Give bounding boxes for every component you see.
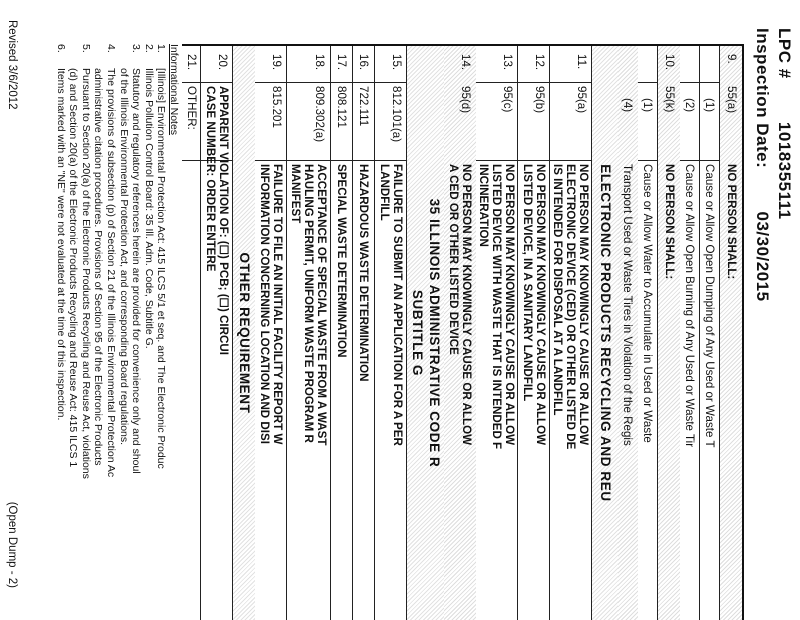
row-reference: OTHER: (185, 86, 198, 130)
row-text-line: NO PERSON MAY KNOWINGLY CAUSE OR ALLOW (503, 164, 516, 446)
note-text: Statutory and regulatory references herein are provided for convenience only and shoul (130, 68, 143, 474)
note-text: (d) and Section 20(a) of the Electronic Products Recycling and Reuse Act: 415 ILCS 1 (67, 68, 80, 468)
note-text: of the Illinois Environmental Protection Act, and corresponding Board regulations. (117, 68, 130, 446)
row-text: Transport Used or Waste Tires in Violation of the Regis (621, 164, 634, 446)
row-text-line: ELECTRONIC DEVICE (CED) OR OTHER LISTED DE (564, 164, 577, 450)
row-reference: 722.111 (357, 86, 370, 127)
row-reference: (1) (641, 98, 654, 113)
table-row (254, 46, 287, 620)
row-number: 13. (501, 54, 514, 71)
table-row (352, 46, 375, 620)
note-text: Items marked with an "NE" were not evaluated at the time of this inspection. (54, 68, 67, 421)
note-item (67, 44, 80, 618)
row-text-line: CASE NUMBER: ORDER ENTERE (204, 86, 217, 272)
note-number: 4. (105, 44, 118, 53)
row-text-line: NO PERSON MAY KNOWINGLY CAUSE OR ALLOW (534, 164, 547, 446)
row-number: 21. (185, 54, 198, 71)
lpc-line (774, 28, 794, 220)
table-row (475, 46, 518, 620)
table-row (443, 46, 476, 620)
row-number: 15. (390, 54, 403, 71)
row-text: Cause or Allow Open Burning of Any Used or Waste Tir (683, 164, 696, 448)
table-row (699, 46, 720, 620)
row-text (521, 164, 547, 620)
table-row (374, 46, 407, 620)
table-row (182, 46, 201, 620)
violations-table (182, 44, 744, 620)
row-reference: 55(a) (725, 86, 738, 114)
note-text: administrative citation procedures. Provisions of Section 95 of the Electronic Products (92, 68, 105, 466)
section-heading (406, 46, 444, 620)
row-reference: 812.101(a) (390, 86, 403, 143)
row-text (378, 164, 404, 620)
row-reference: (1) (703, 98, 716, 113)
note-number: 1. (155, 44, 168, 53)
row-text: SPECIAL WASTE DETERMINATION (335, 164, 348, 358)
note-text: Pursuant to Section 20(a) of the Electronic Products Recycling and Reuse Act, violations (79, 68, 92, 479)
row-text: NO PERSON SHALL: (725, 164, 738, 280)
note-number: 2. (142, 44, 155, 53)
row-text (551, 164, 590, 620)
row-number: 14. (459, 54, 472, 71)
lpc-label: LPC # (775, 28, 794, 79)
row-number: 12. (533, 54, 546, 71)
row-reference: 809.302(a) (313, 86, 326, 143)
table-row (637, 46, 658, 620)
row-reference: 815.201 (270, 86, 283, 128)
note-item (54, 44, 67, 618)
notes-heading: Informational Notes (168, 44, 180, 136)
section-heading-line: 35 ILLINOIS ADMINISTRATIVE CODE R (427, 198, 442, 468)
note-text: The provisions of subsection (p) of Section 21 of the Illinois Environmental Protection Ac (105, 68, 118, 478)
row-text-line: INFORMATION CONCERNING LOCATION AND DISI (258, 164, 271, 444)
page-footer (6, 20, 18, 618)
note-text: Illinois Pollution Control Board: 35 Ill. Adm. Code, Subtitle G. (142, 68, 155, 349)
table-row (719, 46, 742, 620)
section-heading-line: SUBTITLE G (410, 289, 425, 377)
row-reference: 95(a) (575, 86, 588, 114)
inspection-date: 03/30/2015 (753, 211, 772, 302)
note-item (155, 44, 168, 618)
row-text-line: FAILURE TO SUBMIT AN APPLICATION FOR A PER (391, 164, 404, 446)
row-text-line: LISTED DEVICE, IN A SANITARY LANDFILL (521, 164, 534, 402)
inspection-date-label: Inspection Date: (753, 28, 772, 169)
row-reference: 55(k) (663, 86, 676, 113)
row-text: Cause or Allow Open Dumping of Any Used or Waste T (703, 164, 716, 448)
row-text-line: A CED OR OTHER LISTED DEVICE (447, 164, 460, 355)
row-text-line: NO PERSON MAY KNOWINGLY CAUSE OR ALLOW (460, 164, 473, 446)
note-number: 3. (130, 44, 143, 53)
row-text: HAZARDOUS WASTE DETERMINATION (357, 164, 370, 382)
row-number: 9. (725, 54, 738, 64)
row-text-line: ACCEPTANCE OF SPECIAL WASTE FROM A WAST (315, 164, 328, 446)
note-item (142, 44, 155, 618)
row-number: 18. (313, 54, 326, 71)
inspection-date-line (752, 28, 772, 302)
row-reference: (4) (621, 98, 634, 113)
row-reference: 95(b) (533, 86, 546, 114)
row-text-line: APPARENT VIOLATION OF: (☐) PCB; (☐) CIRCUI (217, 86, 230, 355)
table-row (286, 46, 331, 620)
note-text: [Illinois] Environmental Protection Act: 415 ILCS 5/1 et seq. and The Electronic Produc (155, 68, 168, 469)
row-number: 19. (270, 54, 283, 71)
section-heading: OTHER REQUIREMENT (232, 46, 255, 620)
informational-notes (54, 44, 180, 618)
row-text-line: IS INTENDED FOR DISPOSAL AT A LANDFILL (551, 164, 564, 416)
table-row (330, 46, 353, 620)
revision-date: Revised 3/6/2012 (6, 20, 18, 110)
table-row (549, 46, 592, 620)
note-item (92, 44, 105, 618)
row-text (289, 164, 328, 620)
table-row (200, 46, 233, 620)
row-text (477, 164, 516, 620)
row-text-line: LANDFILL (378, 164, 391, 221)
row-text: Cause or Allow Water to Accumulate in Used or Waste (641, 164, 654, 443)
row-number: 16. (357, 54, 370, 71)
note-item (104, 44, 117, 618)
row-number: 10. (663, 54, 676, 71)
row-number: 11. (575, 54, 588, 70)
row-number: 17. (335, 54, 348, 71)
row-text-line: LISTED DEVICE WITH WASTE THAT IS INTENDED F (490, 164, 503, 450)
row-text-line: NO PERSON MAY KNOWINGLY CAUSE OR ALLOW (577, 164, 590, 446)
row-text-line: FAILURE TO FILE AN INITIAL FACILITY REPORT W (271, 164, 284, 445)
row-text-line: INCINERATION (477, 164, 490, 247)
note-item (79, 44, 92, 618)
row-text: NO PERSON SHALL: (663, 164, 676, 280)
row-reference: 95(d) (459, 86, 472, 114)
note-number: 6. (54, 44, 67, 53)
row-text (447, 164, 473, 620)
form-identifier: (Open Dump - 2) (6, 501, 18, 588)
table-row (517, 46, 550, 620)
note-item (117, 44, 130, 618)
note-number: 5. (79, 44, 92, 53)
section-heading: ELECTRONIC PRODUCTS RECYCLING AND REU (591, 46, 618, 620)
row-reference: 808.121 (335, 86, 348, 128)
note-item (130, 44, 143, 618)
table-row (617, 46, 638, 620)
row-reference: (2) (683, 98, 696, 113)
row-text (204, 86, 230, 620)
row-reference: 95(c) (501, 86, 514, 113)
table-row (679, 46, 700, 620)
row-text-line: MANIFEST (289, 164, 302, 224)
row-text-line: HAULING PERMIT, UNIFORM WASTE PROGRAM R (302, 164, 315, 443)
lpc-number: 1018355111 (775, 121, 794, 220)
row-text (258, 164, 284, 620)
row-number: 20. (216, 54, 229, 71)
table-row (657, 46, 680, 620)
